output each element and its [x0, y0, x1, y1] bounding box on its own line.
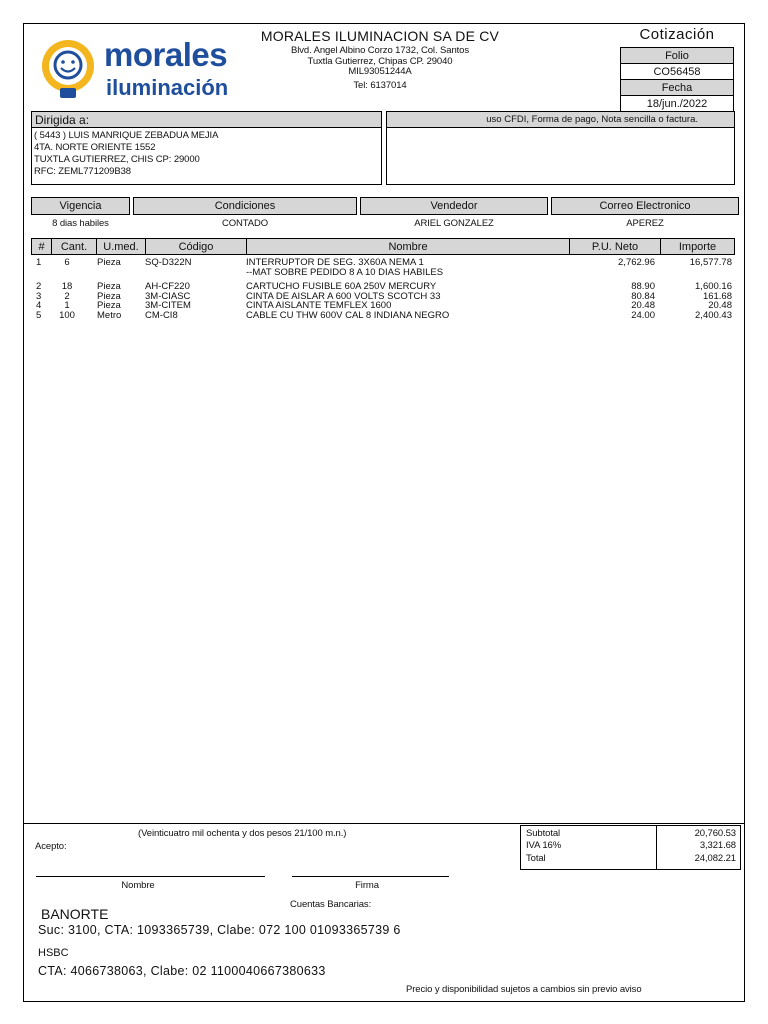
cell-cant: 100 [59, 309, 75, 321]
logo-text-iluminacion: iluminación [106, 75, 229, 100]
folio-value: CO56458 [620, 63, 734, 80]
table-bottom-rule [23, 823, 745, 824]
vigencia-label: Vigencia [31, 197, 130, 215]
cell-n: 3 [36, 290, 42, 302]
nombre-line [36, 876, 265, 877]
cell-n: 1 [36, 257, 42, 268]
col-header-importe: Importe [660, 238, 735, 255]
acepto-label: Acepto: [35, 841, 67, 852]
subtotal-value: 20,760.53 [694, 828, 736, 839]
col-header-codigo: Código [145, 238, 247, 255]
correo-label: Correo Electronico [551, 197, 739, 215]
cell-codigo: AH-CF220 [145, 281, 190, 292]
cell-pu: 20.48 [631, 300, 655, 311]
total-label: Total [526, 853, 546, 864]
logo-text-morales: morales [104, 36, 228, 73]
cell-umed: Pieza [97, 281, 121, 292]
bank2-name: HSBC [38, 947, 69, 959]
cell-umed: Pieza [97, 257, 121, 268]
dirigida-line-1: ( 5443 ) LUIS MANRIQUE ZEBADUA MEJIA [34, 130, 219, 141]
cell-pu: 88.90 [631, 281, 655, 292]
condiciones-value: CONTADO [221, 218, 269, 229]
cell-importe: 2,400.43 [695, 309, 732, 321]
vendedor-value: ARIEL GONZALEZ [414, 218, 494, 229]
col-header-num: # [31, 238, 52, 255]
company-name: MORALES ILUMINACION SA DE CV [260, 28, 500, 44]
bank2-detail: CTA: 4066738063, Clabe: 02 1100040667380633 [38, 964, 326, 978]
bank1-name: BANORTE [41, 906, 109, 922]
cell-nombre: CARTUCHO FUSIBLE 60A 250V MERCURY [246, 281, 437, 292]
cell-n: 2 [36, 281, 42, 292]
cell-importe: 1,600.16 [695, 281, 732, 292]
condiciones-label: Condiciones [133, 197, 357, 215]
nombre-caption: Nombre [121, 880, 155, 891]
cell-cant: 18 [61, 281, 73, 292]
iva-value: 3,321.68 [699, 840, 736, 851]
firma-line [292, 876, 449, 877]
uso-cfdi-box [386, 127, 735, 185]
correo-value: APEREZ [626, 218, 664, 229]
cell-codigo: 3M-CIASC [145, 290, 191, 302]
fecha-value: 18/jun./2022 [620, 95, 734, 112]
bank1-detail: Suc: 3100, CTA: 1093365739, Clabe: 072 100 01093365739 6 [38, 923, 401, 937]
vendedor-label: Vendedor [360, 197, 548, 215]
cell-pu: 80.84 [631, 290, 655, 302]
cell-nombre: CABLE CU THW 600V CAL 8 INDIANA NEGRO [246, 309, 450, 321]
cell-cant: 2 [64, 290, 70, 302]
cell-cant: 1 [64, 300, 70, 311]
company-address1: Blvd. Angel Albino Corzo 1732, Col. Santos [291, 45, 469, 56]
cell-codigo: SQ-D322N [145, 257, 192, 268]
cell-nombre: INTERRUPTOR DE SEG. 3X60A NEMA 1 [246, 257, 424, 268]
cell-nombre-note: --MAT SOBRE PEDIDO 8 A 10 DIAS HABILES [246, 267, 444, 278]
firma-caption: Firma [355, 880, 379, 891]
cell-cant: 6 [64, 257, 70, 268]
company-phone: Tel: 6137014 [353, 80, 407, 91]
cell-importe: 161.68 [702, 290, 732, 302]
cell-umed: Pieza [97, 300, 121, 311]
cell-pu: 2,762.96 [618, 257, 655, 268]
cell-nombre: CINTA AISLANTE TEMFLEX 1600 [246, 300, 392, 311]
cell-pu: 24.00 [631, 309, 655, 321]
total-value: 24,082.21 [694, 853, 736, 864]
cell-codigo: 3M-CITEM [145, 300, 191, 311]
dirigida-label: Dirigida a: [31, 111, 382, 128]
iva-label: IVA 16% [526, 840, 562, 851]
company-address2: Tuxtla Gutierrez, Chipas CP. 29040 [307, 56, 453, 67]
cell-importe: 16,577.78 [689, 257, 732, 268]
cell-nombre: CINTA DE AISLAR A 600 VOLTS SCOTCH 33 [246, 290, 441, 302]
dirigida-line-2: 4TA. NORTE ORIENTE 1552 [34, 142, 156, 153]
cell-n: 5 [36, 309, 42, 321]
subtotal-label: Subtotal [526, 828, 561, 839]
cuentas-bancarias-label: Cuentas Bancarias: [290, 899, 372, 910]
col-header-cant: Cant. [51, 238, 97, 255]
logo-bulb-icon [36, 38, 100, 102]
cell-n: 4 [36, 300, 42, 311]
cell-umed: Pieza [97, 290, 121, 302]
col-header-umed: U.med. [96, 238, 146, 255]
vigencia-value: 8 dias habiles [52, 218, 109, 229]
doc-type: Cotización [639, 26, 715, 43]
folio-label: Folio [620, 47, 734, 64]
cell-codigo: CM-CI8 [145, 309, 178, 321]
dirigida-line-4: RFC: ZEML771209B38 [34, 166, 131, 177]
cell-umed: Metro [97, 309, 122, 321]
fecha-label: Fecha [620, 79, 734, 96]
uso-cfdi-label: uso CFDI, Forma de pago, Nota sencilla o factura. [386, 111, 735, 128]
dirigida-line-3: TUXTLA GUTIERREZ, CHIS CP: 29000 [34, 154, 200, 165]
amount-in-words: (Veinticuatro mil ochenta y dos pesos 21/100 m.n.) [138, 828, 347, 839]
disclaimer: Precio y disponibilidad sujetos a cambios sin previo aviso [406, 984, 642, 995]
cell-importe: 20.48 [708, 300, 732, 311]
col-header-nombre: Nombre [246, 238, 570, 255]
company-rfc: MIL93051244A [348, 66, 412, 77]
col-header-pu: P.U. Neto [569, 238, 661, 255]
